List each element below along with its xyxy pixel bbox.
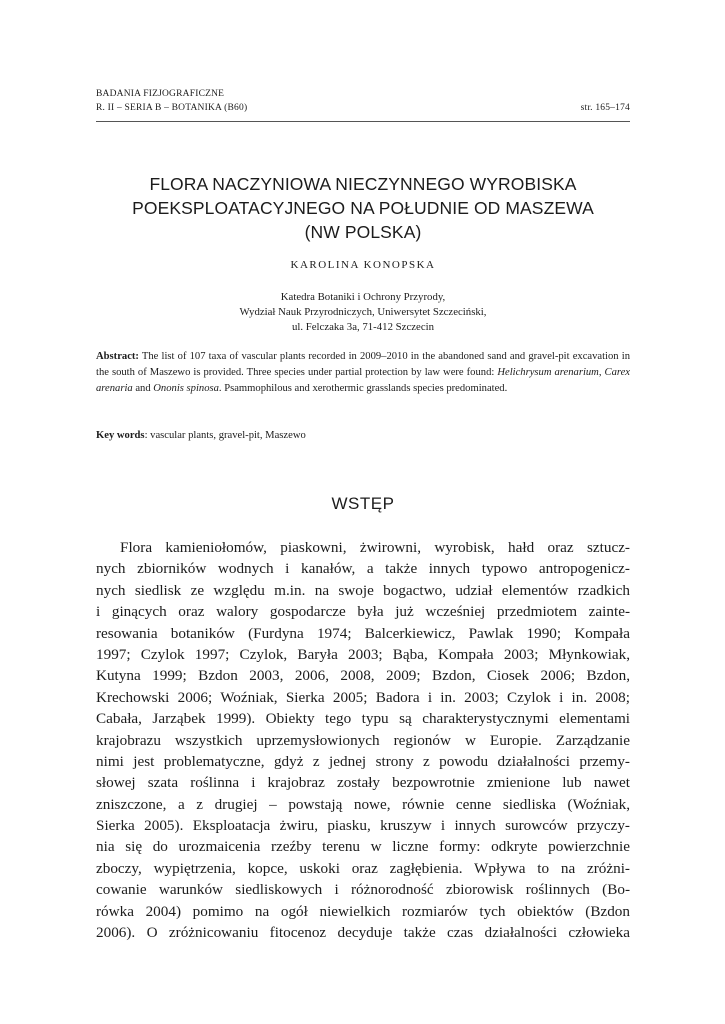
body-line: Cabała, Jarząbek 1999). Obiekty tego typu są charakterystycznymi elementami bbox=[96, 710, 630, 728]
body-line: nych siedlisk ze względu m.in. na swoje bogactwo, udział elementów rzadkich bbox=[96, 581, 630, 599]
body-line: słowej szata roślinna i krajobraz zostały bezpowrotnie zmienione lub nawet bbox=[96, 774, 630, 792]
body-line: nimi jest problematyczne, gdyż z jednej strony z powodu działalności przemy- bbox=[96, 752, 630, 770]
keywords-label: Key words bbox=[96, 430, 145, 441]
abstract-separator: , bbox=[598, 367, 605, 378]
keywords bbox=[96, 428, 630, 444]
affiliation-line: ul. Felczaka 3a, 71-412 Szczecin bbox=[291, 321, 435, 333]
body-line: Krechowski 2006; Woźniak, Sierka 2005; Badora i in. 2003; Czylok i in. 2008; bbox=[96, 688, 630, 706]
body-line: zboczy, wypiętrzenia, kopce, uskoki oraz zagłębienia. Wpływa to na zróżni- bbox=[96, 859, 630, 877]
abstract-text: . Psammophilous and xerothermic grasslands species predominated. bbox=[218, 383, 508, 394]
body-text bbox=[96, 537, 630, 943]
series-info: R. II – SERIA B – BOTANIKA (B60) bbox=[96, 103, 248, 113]
body-line: zniszczone, a z drugiej – powstają nowe, równie cenne siedliska (Woźniak, bbox=[96, 795, 630, 813]
paper-title bbox=[96, 172, 630, 244]
abstract-label: Abstract: bbox=[96, 351, 139, 362]
species-name: Ononis spinosa bbox=[153, 383, 219, 394]
abstract-text: The list of 107 taxa of vascular plants recorded in 2009–2010 in the abandoned sand and gravel-pit excavation in the south of Maszewo is provided. Three species under partial protection by law were found: bbox=[96, 351, 630, 378]
running-head bbox=[96, 87, 630, 115]
body-line: nych zbiorników wodnych i kanałów, a także innych typowo antropogenicz- bbox=[96, 560, 630, 578]
body-line: Flora kamieniołomów, piaskowni, żwirowni, wyrobisk, hałd oraz sztucz- bbox=[120, 539, 630, 556]
title-line: POEKSPLOATACYJNEGO NA POŁUDNIE OD MASZEWA bbox=[132, 198, 594, 218]
body-line: Sierka 2005). Eksploatacja żwiru, piasku, kruszyw i innych surowców przyczy- bbox=[96, 817, 630, 835]
title-line: (NW POLSKA) bbox=[304, 222, 422, 242]
body-line: Kutyna 1999; Bzdon 2003, 2006, 2008, 2009; Bzdon, Ciosek 2006; Bzdon, bbox=[96, 667, 630, 685]
header-rule bbox=[96, 121, 630, 122]
affiliation-line: Wydział Nauk Przyrodniczych, Uniwersytet Szczeciński, bbox=[239, 306, 487, 318]
abstract-separator: and bbox=[132, 383, 154, 394]
species-name: Helichrysum arenarium bbox=[497, 367, 599, 378]
body-line: krajobrazu wszystkich uprzemysłowionych regionów w Europie. Zarządzanie bbox=[96, 731, 630, 749]
section-heading: WSTĘP bbox=[331, 494, 395, 513]
affiliation bbox=[96, 290, 630, 335]
journal-name: BADANIA FIZJOGRAFICZNE bbox=[96, 89, 225, 99]
title-line: FLORA NACZYNIOWA NIECZYNNEGO WYROBISKA bbox=[149, 174, 577, 194]
page-range: str. 165–174 bbox=[580, 103, 630, 113]
keywords-text: : vascular plants, gravel-pit, Maszewo bbox=[144, 430, 306, 441]
affiliation-line: Katedra Botaniki i Ochrony Przyrody, bbox=[280, 291, 446, 303]
species-name: Carex arenaria bbox=[96, 367, 631, 394]
body-line: resowania botaników (Furdyna 1974; Balcerkiewicz, Pawlak 1990; Kompała bbox=[96, 624, 630, 642]
body-line: i ginących oraz walory gospodarcze była już wcześniej przedmiotem zainte- bbox=[96, 603, 630, 621]
body-line: rówka 2004) pomimo na ogół niewielkich rozmiarów tych obiektów (Bzdon bbox=[96, 902, 630, 920]
author-name: KAROLINA KONOPSKA bbox=[290, 259, 436, 271]
body-line: 2006). O zróżnicowaniu fitocenoz decyduje także czas działalności człowieka bbox=[96, 924, 630, 942]
abstract bbox=[96, 349, 630, 397]
body-line: 1997; Czylok 1997; Czylok, Baryła 2003; Bąba, Kompała 2003; Młynkowiak, bbox=[96, 645, 630, 663]
body-line: nia się do urozmaicenia rzeźby terenu w liczne formy: odkryte powierzchnie bbox=[96, 838, 630, 856]
body-line: cowanie warunków siedliskowych i różnorodność zbiorowisk roślinnych (Bo- bbox=[96, 881, 630, 899]
